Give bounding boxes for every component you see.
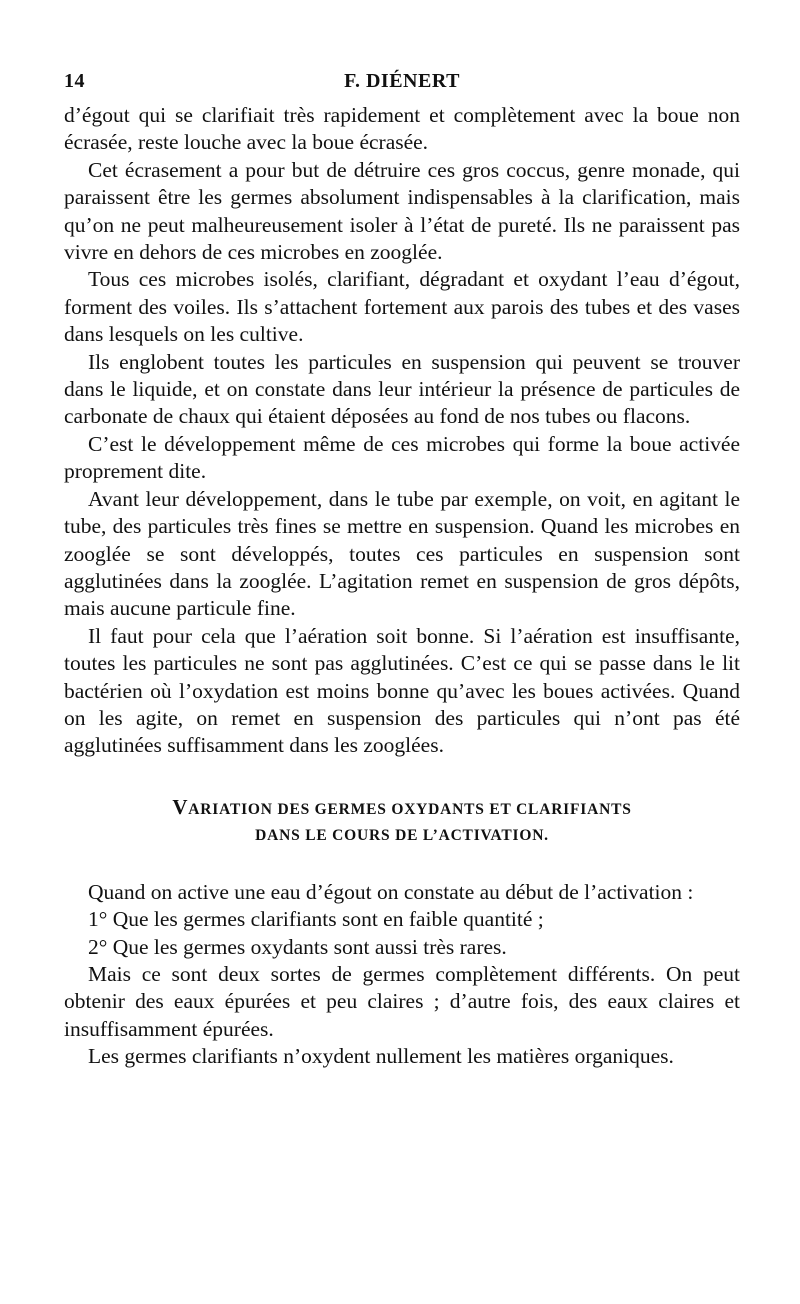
book-page	[64, 62, 740, 1071]
paragraph: Les germes clarifiants n’oxydent nullement les matières organiques.	[88, 1044, 674, 1069]
running-title: F. DIÉNERT	[344, 70, 460, 92]
paragraph: Cet écrasement a pour but de détruire ces gros coccus, genre monade, qui paraissent être les germes absolument indispensables à la clarification, mais qu’on ne peut malheureusement isoler à l’état de pureté. Ils ne paraissent pas vivre en dehors de ces microbes en zooglée.	[64, 157, 740, 265]
paragraph: Quand on active une eau d’égout on constate au début de l’activation :	[88, 879, 694, 904]
paragraph: Avant leur développement, dans le tube par exemple, on voit, en agitant le tube, des particules très fines se mettre en suspension. Quand les microbes en zooglée se sont développés, toutes ces particules en suspension sont agglutinées dans la zooglée. L’agitation remet en suspension de gros dépôts, mais aucune particule fine.	[64, 486, 740, 621]
paragraph: d’égout qui se clarifiait très rapidement et complètement avec la boue non écrasée, reste louche avec la boue écrasée.	[64, 103, 740, 155]
paragraph: C’est le développement même de ces microbes qui forme la boue activée proprement dite.	[64, 431, 740, 484]
list-item: 1° Que les germes clarifiants sont en faible quantité ;	[88, 907, 544, 932]
section-heading-line-2: DANS LE COURS DE L’ACTIVATION.	[255, 826, 549, 844]
paragraph: Il faut pour cela que l’aération soit bonne. Si l’aération est insuffisante, toutes les particules ne sont pas agglutinées. C’est ce qui se passe dans le lit bactérien où l’oxydation est moins bonne qu’avec les boues activées. Quand on les agite, on remet en suspension des particules qui n’ont pas été agglutinées suffisamment dans les zooglées.	[64, 623, 740, 758]
section-heading-initial: V	[172, 794, 189, 819]
list-item: 2° Que les germes oxydants sont aussi très rares.	[88, 934, 507, 959]
section-heading-line-1	[64, 794, 740, 823]
section-heading	[64, 794, 740, 849]
running-header	[64, 62, 740, 102]
body-text	[64, 102, 740, 760]
section-body	[64, 879, 740, 1071]
paragraph: Tous ces microbes isolés, clarifiant, dégradant et oxydant l’eau d’égout, forment des voiles. Ils s’attachent fortement aux parois des tubes et des vases dans lesquels on les cultive.	[64, 267, 740, 347]
paragraph: Mais ce sont deux sortes de germes complètement différents. On peut obtenir des eaux épurées et peu claires ; d’autre fois, des eaux claires et insuffisamment épurées.	[64, 961, 740, 1041]
paragraph: Ils englobent toutes les particules en suspension qui peuvent se trouver dans le liquide, et on constate dans leur intérieur la présence de particules de carbonate de chaux qui étaient déposées au fond de nos tubes ou flacons.	[64, 349, 740, 429]
page-number: 14	[64, 70, 85, 92]
section-heading-line-1-text: ARIATION DES GERMES OXYDANTS ET CLARIFIANTS	[188, 800, 632, 818]
